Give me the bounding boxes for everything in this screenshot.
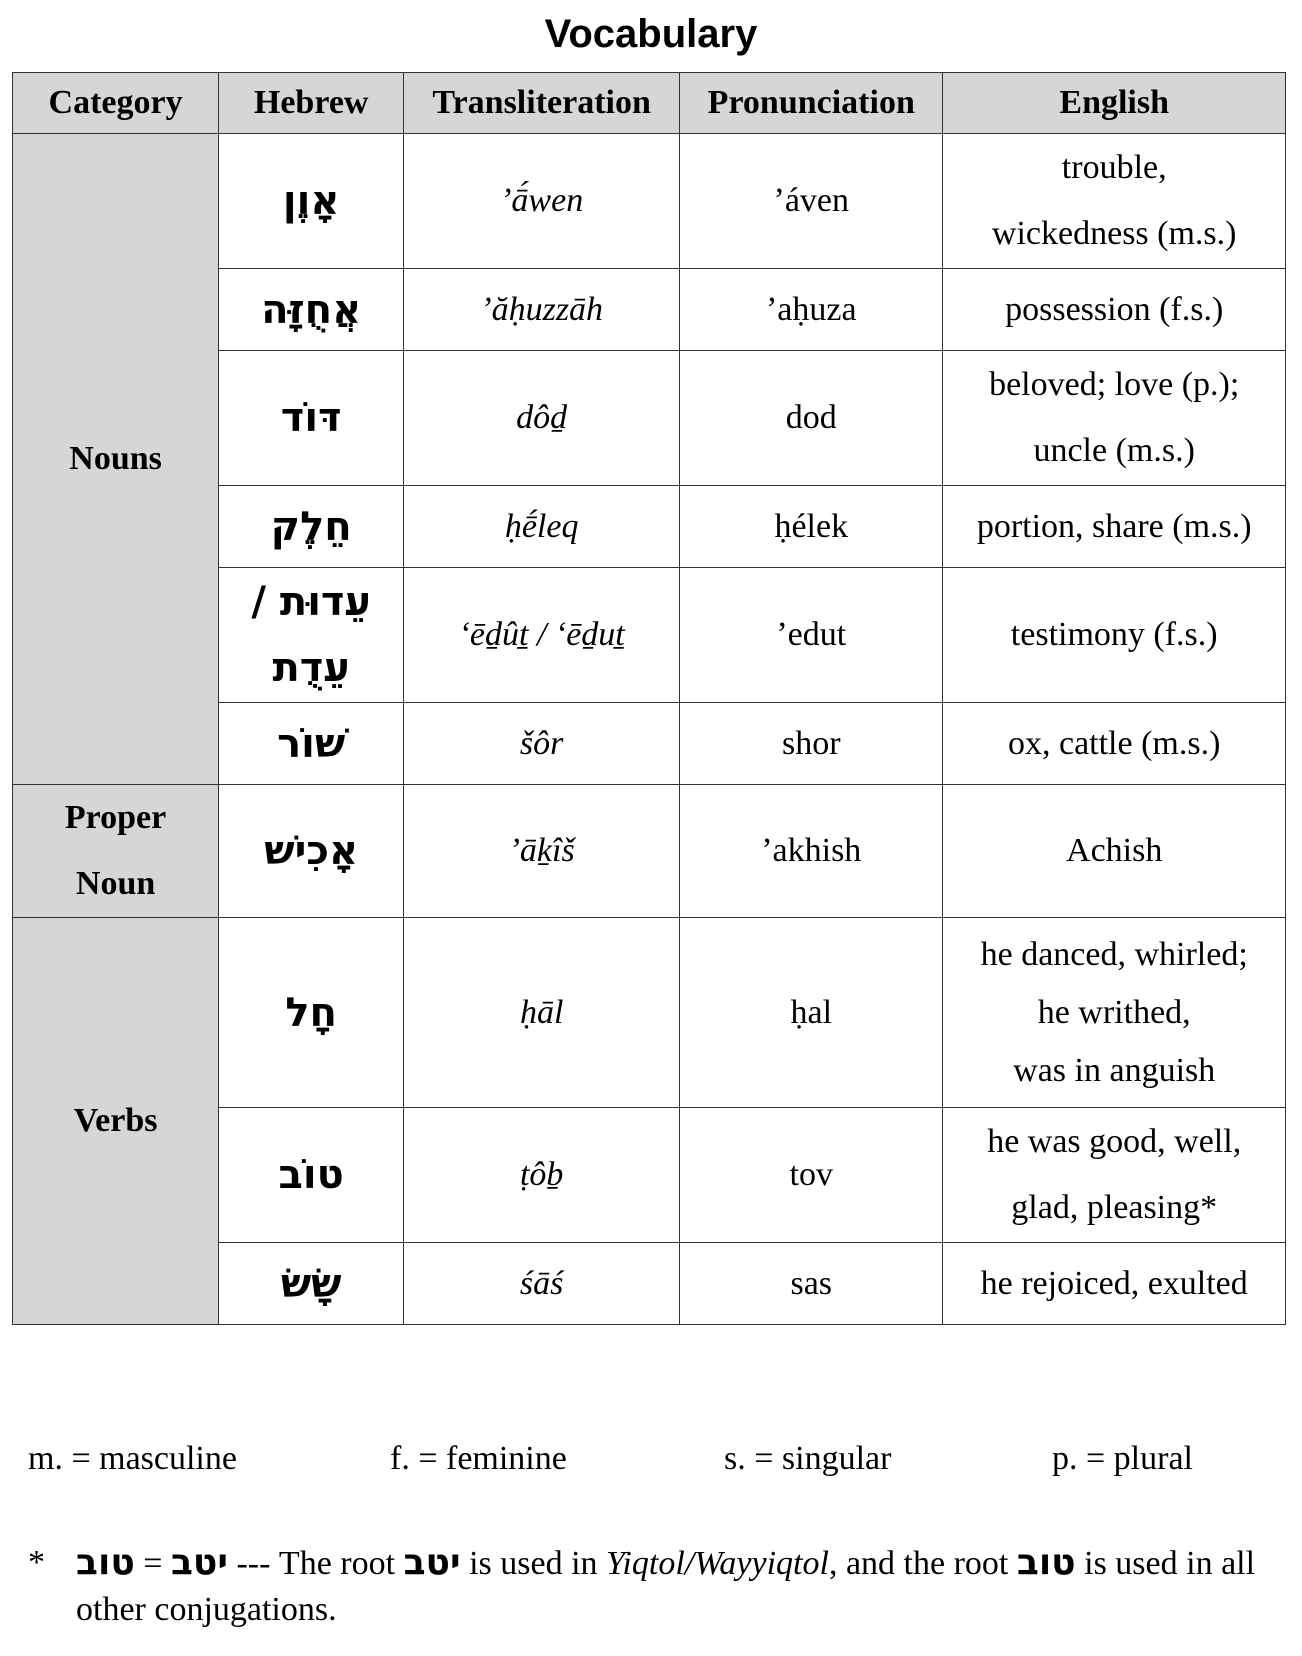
table-row	[13, 918, 1286, 1108]
category-proper-noun: Proper Noun	[13, 785, 219, 918]
header-transliteration: Transliteration	[404, 73, 680, 134]
pronunciation-cell: tov	[680, 1108, 943, 1243]
transliteration-cell: ṭôḇ	[404, 1108, 680, 1243]
pronunciation-cell: shor	[680, 703, 943, 785]
hebrew-cell: עֵדוּת / עֵדֻת	[219, 568, 404, 703]
transliteration-cell: dôḏ	[404, 351, 680, 486]
legend-singular: s. = singular	[724, 1440, 892, 1477]
transliteration-cell: ʼāḵîš	[404, 785, 680, 918]
legend-masculine: m. = masculine	[28, 1440, 237, 1477]
category-nouns: Nouns	[13, 134, 219, 785]
english-cell: he rejoiced, exulted	[943, 1243, 1286, 1325]
page-title: Vocabulary	[544, 12, 758, 56]
pronunciation-cell: dod	[680, 351, 943, 486]
legend-plural: p. = plural	[1052, 1440, 1193, 1477]
english-cell: Achish	[943, 785, 1286, 918]
pronunciation-cell: ʼáven	[680, 134, 943, 269]
hebrew-cell: אֲחֻזָּה	[219, 269, 404, 351]
hebrew-cell: אָכִישׁ	[219, 785, 404, 918]
english-cell: portion, share (m.s.)	[943, 486, 1286, 568]
english-cell: possession (f.s.)	[943, 269, 1286, 351]
english-cell: beloved; love (p.); uncle (m.s.)	[943, 351, 1286, 486]
hebrew-cell: אָוֶן	[219, 134, 404, 269]
english-cell: testimony (f.s.)	[943, 568, 1286, 703]
header-category: Category	[13, 73, 219, 134]
hebrew-cell: דּוֹד	[219, 351, 404, 486]
pronunciation-cell: ʼaḥuza	[680, 269, 943, 351]
english-cell: he was good, well, glad, pleasing*	[943, 1108, 1286, 1243]
hebrew-cell: חָל	[219, 918, 404, 1108]
transliteration-cell: ʼăḥuzzāh	[404, 269, 680, 351]
vocabulary-table	[12, 72, 1286, 1325]
header-pronunciation: Pronunciation	[680, 73, 943, 134]
hebrew-cell: שׁוֹר	[219, 703, 404, 785]
pronunciation-cell: ḥal	[680, 918, 943, 1108]
english-cell: trouble, wickedness (m.s.)	[943, 134, 1286, 269]
header-row	[13, 73, 1286, 134]
transliteration-cell: šôr	[404, 703, 680, 785]
abbreviation-legend	[0, 1440, 1302, 1490]
footnote-star: *	[28, 1544, 45, 1581]
transliteration-cell: ʼā́wen	[404, 134, 680, 269]
transliteration-cell: ḥḗleq	[404, 486, 680, 568]
transliteration-cell: śāś	[404, 1243, 680, 1325]
table-row	[13, 134, 1286, 269]
table-row	[13, 785, 1286, 918]
footnote	[28, 1540, 1278, 1633]
footnote-text: טוב = יטב --- The root יטב is used in Yiqtol/Wayyiqtol, and the root טוב is used in all other conjugations.	[76, 1542, 1256, 1628]
legend-feminine: f. = feminine	[390, 1440, 567, 1477]
english-cell: he danced, whirled; he writhed, was in anguish	[943, 918, 1286, 1108]
hebrew-cell: שָׂשׂ	[219, 1243, 404, 1325]
pronunciation-cell: ḥélek	[680, 486, 943, 568]
transliteration-cell: ḥāl	[404, 918, 680, 1108]
transliteration-cell: ʻēḏûṯ / ʻēḏuṯ	[404, 568, 680, 703]
pronunciation-cell: ʼakhish	[680, 785, 943, 918]
header-english: English	[943, 73, 1286, 134]
hebrew-cell: טוֹב	[219, 1108, 404, 1243]
header-hebrew: Hebrew	[219, 73, 404, 134]
hebrew-cell: חֵלֶק	[219, 486, 404, 568]
category-verbs: Verbs	[13, 918, 219, 1325]
pronunciation-cell: sas	[680, 1243, 943, 1325]
english-cell: ox, cattle (m.s.)	[943, 703, 1286, 785]
pronunciation-cell: ʼedut	[680, 568, 943, 703]
